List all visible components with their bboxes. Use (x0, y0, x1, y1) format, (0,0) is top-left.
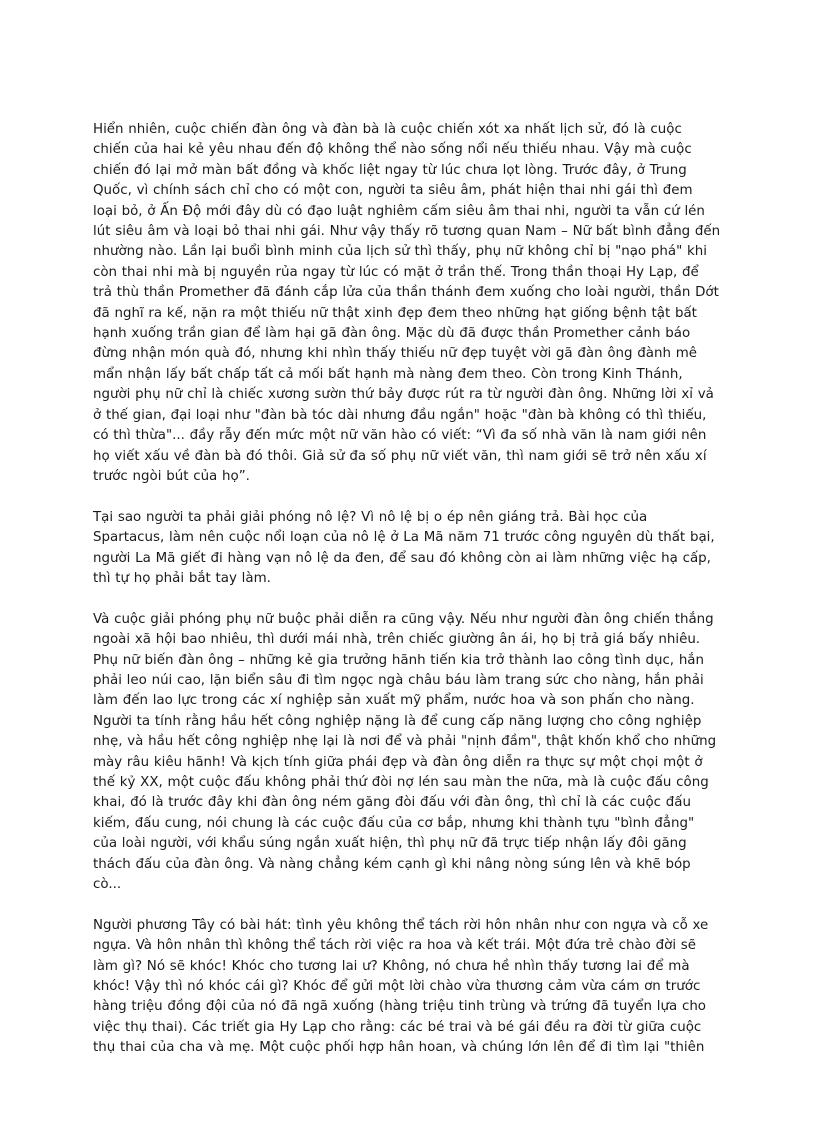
paragraph-4: Người phương Tây có bài hát: tình yêu không thể tách rời hôn nhân như con ngựa và cỗ xe ngựa. Và hôn nhân thì không thể tách rời việc ra hoa và kết trái. Một đứa trẻ chào đời sẽ làm gì? Nó sẽ khóc! Khóc cho tương lai ư? Không, nó chưa hề nhìn thấy tương lai để mà khóc! Vậy thì nó khóc cái gì? Khóc để gửi một lời chào vừa thương cảm vừa cám ơn trước hàng triệu đồng đội của nó đã ngã xuống (hàng triệu tinh trùng và trứng đã tuyển lựa cho việc thụ thai). Các triết gia Hy Lạp cho rằng: các bé trai và bé gái đều ra đời từ giữa cuộc thụ thai của cha và mẹ. Một cuộc phối hợp hân hoan, và chúng lớn lên để đi tìm lại "thiên (93, 917, 709, 1056)
document-body (93, 120, 721, 1079)
paragraph-1: Hiển nhiên, cuộc chiến đàn ông và đàn bà là cuộc chiến xót xa nhất lịch sử, đó là cuộc chiến của hai kẻ yêu nhau đến độ không thể nào sống nổi nếu thiếu nhau. Vậy mà cuộc chiến đó lại mở màn bất đồng và khốc liệt ngay từ lúc chưa lọt lòng. Trước đây, ở Trung Quốc, vì chính sách chỉ cho có một con, người ta siêu âm, phát hiện thai nhi gái thì đem loại bỏ, ở Ấn Độ mới đây dù có đạo luật nghiêm cấm siêu âm thai nhi, người ta vẫn cứ lén lút siêu âm và loại bỏ thai nhi gái. Như vậy thấy rõ tương quan Nam – Nữ bất bình đẳng đến nhường nào. Lần lại buổi bình minh của lịch sử thì thấy, phụ nữ không chỉ bị "nạo phá" khi còn thai nhi mà bị nguyền rủa ngay từ lúc có mặt ở trần thế. Trong thần thoại Hy Lạp, để trả thù thần Promether đã đánh cắp lửa của thần thánh đem xuống cho loài người, thần Dớt đã nghĩ ra kế, nặn ra một thiếu nữ thật xinh đẹp đem theo những hạt giống bệnh tật bất hạnh xuống trần gian để làm hại gã đàn ông. Mặc dù đã được thần Promether cảnh báo đừng nhận món quà đó, nhưng khi nhìn thấy thiếu nữ đẹp tuyệt vời gã đàn ông đành mê mẩn nhận lấy bất chấp tất cả mối bất hạnh mà nàng đem theo. Còn trong Kinh Thánh, người phụ nữ chỉ là chiếc xương sườn thứ bảy được rút ra từ người đàn ông. Những lời xỉ vả ở thế gian, đại loại như "đàn bà tóc dài nhưng đầu ngắn" hoặc "đàn bà không có thì thiếu, có thì thừa"... đầy rẫy đến mức một nữ văn hào có viết: “Vì đa số nhà văn là nam giới nên họ viết xấu về đàn bà đó thôi. Giả sử đa số phụ nữ viết văn, thì nam giới sẽ trở nên xấu xí trước ngòi bút của họ”. (93, 122, 721, 484)
paragraph-3: Và cuộc giải phóng phụ nữ buộc phải diễn ra cũng vậy. Nếu như người đàn ông chiến thắng ngoài xã hội bao nhiêu, thì dưới mái nhà, trên chiếc giường ân ái, họ bị trả giá bấy nhiêu. Phụ nữ biến đàn ông – những kẻ gia trưởng hãnh tiến kia trở thành lao công tình dục, hắn phải leo núi cao, lặn biển sâu đi tìm ngọc ngà châu báu làm trang sức cho nàng, hắn phải làm đến lao lực trong các xí nghiệp sản xuất mỹ phẩm, nước hoa và son phấn cho nàng. Người ta tính rằng hầu hết công nghiệp nặng là để cung cấp năng lượng cho công nghiệp nhẹ, và hầu hết công nghiệp nhẹ lại là nơi để và phải "nịnh đầm", thật khốn khổ cho những mày râu kiêu hãnh! Và kịch tính giữa phái đẹp và đàn ông diễn ra thực sự một chọi một ở thế kỷ XX, một cuộc đấu không phải thứ đòi nợ lén sau màn the nữa, mà là cuộc đấu công khai, đó là trước đây khi đàn ông ném găng đòi đấu với đàn ông, thì chỉ là các cuộc đấu kiếm, đấu cung, nói chung là các cuộc đấu của cơ bắp, nhưng khi thành tựu "bình đẳng" của loài người, với khẩu súng ngắn xuất hiện, thì phụ nữ đã trực tiếp nhận lấy đôi găng thách đấu của đàn ông. Và nàng chẳng kém cạnh gì khi nâng nòng súng lên và khẽ bóp cò... (93, 611, 717, 892)
paragraph-2: Tại sao người ta phải giải phóng nô lệ? Vì nô lệ bị o ép nên giáng trả. Bài học của Spartacus, làm nên cuộc nổi loạn của nô lệ ở La Mã năm 71 trước công nguyên dù thất bại, người La Mã giết đi hàng vạn nô lệ da đen, để sau đó không còn ai làm những việc hạ cấp, thì tự họ phải bắt tay làm. (93, 509, 715, 586)
